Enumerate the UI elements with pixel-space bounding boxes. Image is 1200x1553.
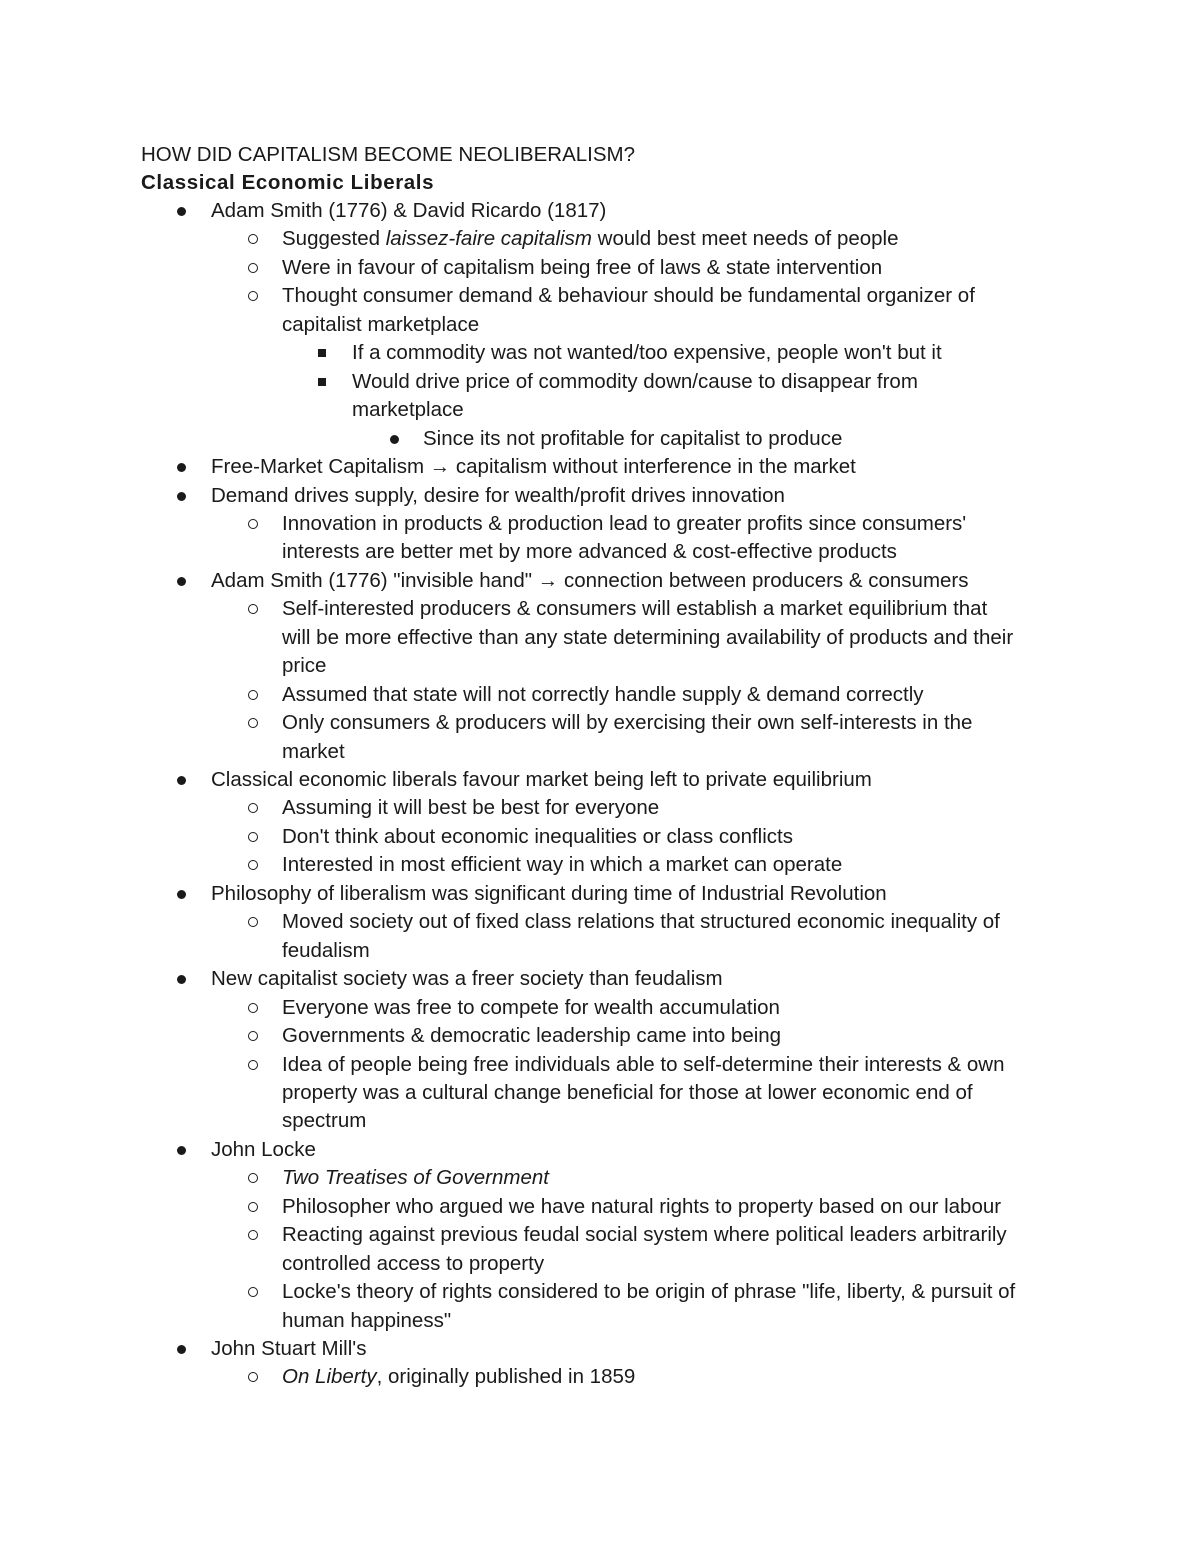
item-text: Everyone was free to compete for wealth accumulation: [282, 995, 780, 1019]
item-text: Adam Smith (1776) & David Ricardo (1817): [211, 199, 607, 222]
circle-bullet-icon: [248, 604, 258, 614]
item-text: Thought consumer demand & behaviour should be fundamental organizer of: [282, 284, 975, 308]
circle-bullet-icon: [248, 1287, 258, 1297]
circle-bullet-icon: [248, 1372, 258, 1382]
list-item: [282, 311, 479, 340]
circle-bullet-icon: [248, 718, 258, 728]
list-item: [282, 738, 345, 767]
disc-bullet-icon: [177, 492, 186, 501]
list-item: [282, 851, 842, 880]
item-text: interests are better met by more advanced & cost-effective products: [282, 540, 897, 564]
list-item: [282, 681, 924, 710]
circle-bullet-icon: [248, 690, 258, 700]
list-item: [282, 1079, 973, 1108]
disc-bullet-icon: [177, 776, 186, 785]
item-text: controlled access to property: [282, 1251, 545, 1275]
circle-bullet-icon: [248, 1230, 258, 1240]
list-item: [282, 282, 975, 311]
item-text: If a commodity was not wanted/too expensive, people won't but it: [352, 341, 942, 365]
list-item: [211, 766, 872, 795]
list-item: [282, 1278, 1015, 1307]
item-text: Adam Smith (1776) "invisible hand" → connection between producers & consumers: [211, 568, 969, 592]
item-text: Moved society out of fixed class relations that structured economic inequality of: [282, 910, 1000, 934]
item-text: New capitalist society was a freer society than feudalism: [211, 967, 723, 991]
disc-bullet-icon: [390, 435, 399, 444]
list-item: [282, 254, 882, 283]
list-item: [282, 937, 370, 966]
list-item: [282, 1164, 549, 1193]
item-text: John Locke: [211, 1137, 316, 1161]
list-item: [282, 510, 966, 539]
item-italic-text: On Liberty: [282, 1365, 377, 1389]
list-item: [211, 197, 606, 226]
circle-bullet-icon: [248, 291, 258, 301]
circle-bullet-icon: [248, 1202, 258, 1212]
circle-bullet-icon: [248, 860, 258, 870]
disc-bullet-icon: [177, 1146, 186, 1155]
list-item: [211, 880, 887, 909]
list-item: [211, 965, 723, 994]
item-text: property was a cultural change beneficial for those at lower economic end of: [282, 1080, 973, 1104]
circle-bullet-icon: [248, 1173, 258, 1183]
item-text: Assumed that state will not correctly handle supply & demand correctly: [282, 682, 924, 706]
item-text: Only consumers & producers will by exercising their own self-interests in the: [282, 711, 973, 735]
list-item: [211, 567, 969, 596]
list-item: [282, 1363, 635, 1392]
circle-bullet-icon: [248, 263, 258, 273]
disc-bullet-icon: [177, 463, 186, 472]
item-text: feudalism: [282, 938, 370, 962]
list-item: [282, 823, 793, 852]
item-text: Since its not profitable for capitalist to produce: [423, 426, 843, 450]
item-text: Self-interested producers & consumers will establish a market equilibrium that: [282, 597, 988, 621]
item-text: Assuming it will best be best for everyone: [282, 796, 660, 820]
circle-bullet-icon: [248, 234, 258, 244]
circle-bullet-icon: [248, 917, 258, 927]
section-heading: Classical Economic Liberals: [141, 171, 435, 194]
item-text: Philosopher who argued we have natural rights to property based on our labour: [282, 1194, 1002, 1218]
list-item: [352, 339, 942, 368]
disc-bullet-icon: [177, 207, 186, 216]
list-item: [282, 1051, 1005, 1080]
circle-bullet-icon: [248, 519, 258, 529]
list-item: [282, 652, 326, 681]
list-item: [282, 595, 987, 624]
list-item: [211, 453, 856, 482]
disc-bullet-icon: [177, 890, 186, 899]
item-text: John Stuart Mill's: [211, 1337, 367, 1360]
square-bullet-icon: [318, 378, 326, 386]
circle-bullet-icon: [248, 832, 258, 842]
item-text: Idea of people being free individuals able to self-determine their interests & own: [282, 1052, 1005, 1076]
disc-bullet-icon: [177, 577, 186, 586]
list-item: [282, 225, 899, 254]
list-item: [282, 994, 780, 1023]
list-item: [282, 1307, 451, 1336]
item-text: price: [282, 654, 327, 678]
item-text: Governments & democratic leadership came into being: [282, 1024, 782, 1048]
circle-bullet-icon: [248, 1003, 258, 1013]
list-item: [352, 368, 918, 397]
item-italic-text: laissez-faire capitalism: [385, 227, 592, 251]
list-item: [282, 1193, 1001, 1222]
item-text: Philosophy of liberalism was significant during time of Industrial Revolution: [211, 881, 887, 905]
list-item: [211, 482, 785, 511]
list-item: [282, 1221, 1007, 1250]
list-item: [282, 794, 659, 823]
item-text: , originally published in 1859: [376, 1365, 636, 1389]
item-text: human happiness": [282, 1308, 452, 1332]
item-text: Suggested: [282, 227, 386, 251]
list-item: [282, 1250, 544, 1279]
list-item: [211, 1136, 316, 1165]
list-item: [282, 1107, 366, 1136]
item-text: would best meet needs of people: [591, 227, 899, 251]
item-text: Innovation in products & production lead to greater profits since consumers': [282, 511, 967, 535]
item-text: Were in favour of capitalism being free of laws & state intervention: [282, 255, 883, 279]
list-item: [282, 709, 972, 738]
square-bullet-icon: [318, 349, 326, 357]
item-text: Reacting against previous feudal social system where political leaders arbitrarily: [282, 1223, 1007, 1247]
list-item: [282, 1022, 781, 1051]
item-text: Demand drives supply, desire for wealth/profit drives innovation: [211, 483, 785, 507]
disc-bullet-icon: [177, 1345, 186, 1354]
list-item: [282, 624, 1013, 653]
list-item: [352, 396, 464, 425]
item-text: market: [282, 739, 345, 763]
item-text: spectrum: [282, 1109, 367, 1133]
item-text: Locke's theory of rights considered to be origin of phrase "life, liberty, & pursuit of: [282, 1280, 1016, 1304]
circle-bullet-icon: [248, 1031, 258, 1041]
list-item: [282, 538, 897, 567]
item-text: Classical economic liberals favour market being left to private equilibrium: [211, 768, 872, 791]
item-text: will be more effective than any state determining availability of products and their: [282, 625, 1014, 649]
list-item: [211, 1335, 366, 1364]
page-title: HOW DID CAPITALISM BECOME NEOLIBERALISM?: [141, 143, 635, 166]
item-text: Interested in most efficient way in which a market can operate: [282, 853, 843, 877]
item-text: Would drive price of commodity down/cause to disappear from: [352, 369, 918, 393]
item-text: marketplace: [352, 398, 464, 422]
list-item: [423, 425, 842, 454]
disc-bullet-icon: [177, 975, 186, 984]
circle-bullet-icon: [248, 803, 258, 813]
circle-bullet-icon: [248, 1060, 258, 1070]
item-text: Free-Market Capitalism → capitalism without interference in the market: [211, 455, 856, 479]
item-italic-text: Two Treatises of Government: [282, 1166, 549, 1190]
item-text: Don't think about economic inequalities or class conflicts: [282, 824, 793, 848]
item-text: capitalist marketplace: [282, 312, 480, 336]
list-item: [282, 908, 1000, 937]
